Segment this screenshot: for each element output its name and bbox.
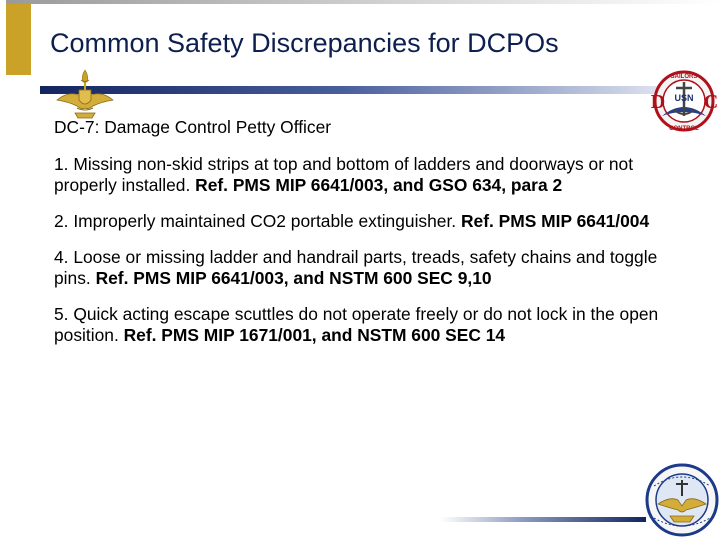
- list-item: [54, 247, 674, 289]
- dc-letter-left: D: [650, 91, 666, 113]
- list-item: [54, 211, 674, 232]
- dc-center-text: USN: [674, 93, 694, 103]
- item-reference: Ref. PMS MIP 6641/004: [460, 211, 650, 231]
- title-underline: [40, 86, 720, 94]
- slide-subtitle: DC-7: Damage Control Petty Officer: [54, 117, 332, 137]
- slide-title: Common Safety Discrepancies for DCPOs: [50, 28, 559, 58]
- item-text: 2. Improperly maintained CO2 portable extinguisher.: [54, 211, 461, 231]
- surface-warfare-seal-icon: [640, 462, 720, 540]
- list-item: [54, 304, 674, 346]
- item-text: 4. Loose or missing ladder and handrail parts, treads, safety chains and toggle pins.: [54, 247, 658, 288]
- gold-accent-bar: [6, 0, 31, 75]
- top-gradient-bar: [6, 0, 720, 4]
- item-text: 5. Quick acting escape scuttles do not operate freely or do not lock in the open position.: [54, 304, 659, 345]
- list-item: [54, 154, 674, 196]
- item-text: 1. Missing non-skid strips at top and bottom of ladders and doorways or not properly installed.: [54, 154, 634, 195]
- slide-content: [54, 117, 674, 361]
- item-reference: Ref. PMS MIP 6641/003, and GSO 634, para 2: [195, 175, 563, 195]
- dc-ring-bottom-text: CONTROL: [669, 126, 699, 132]
- dc-letter-right: C: [703, 91, 719, 113]
- item-reference: Ref. PMS MIP 6641/003, and NSTM 600 SEC 9,10: [95, 268, 492, 288]
- item-reference: Ref. PMS MIP 1671/001, and NSTM 600 SEC 14: [123, 325, 506, 345]
- dc-ring-top-text: SAILORS: [670, 74, 698, 80]
- footer-rule: [440, 517, 646, 522]
